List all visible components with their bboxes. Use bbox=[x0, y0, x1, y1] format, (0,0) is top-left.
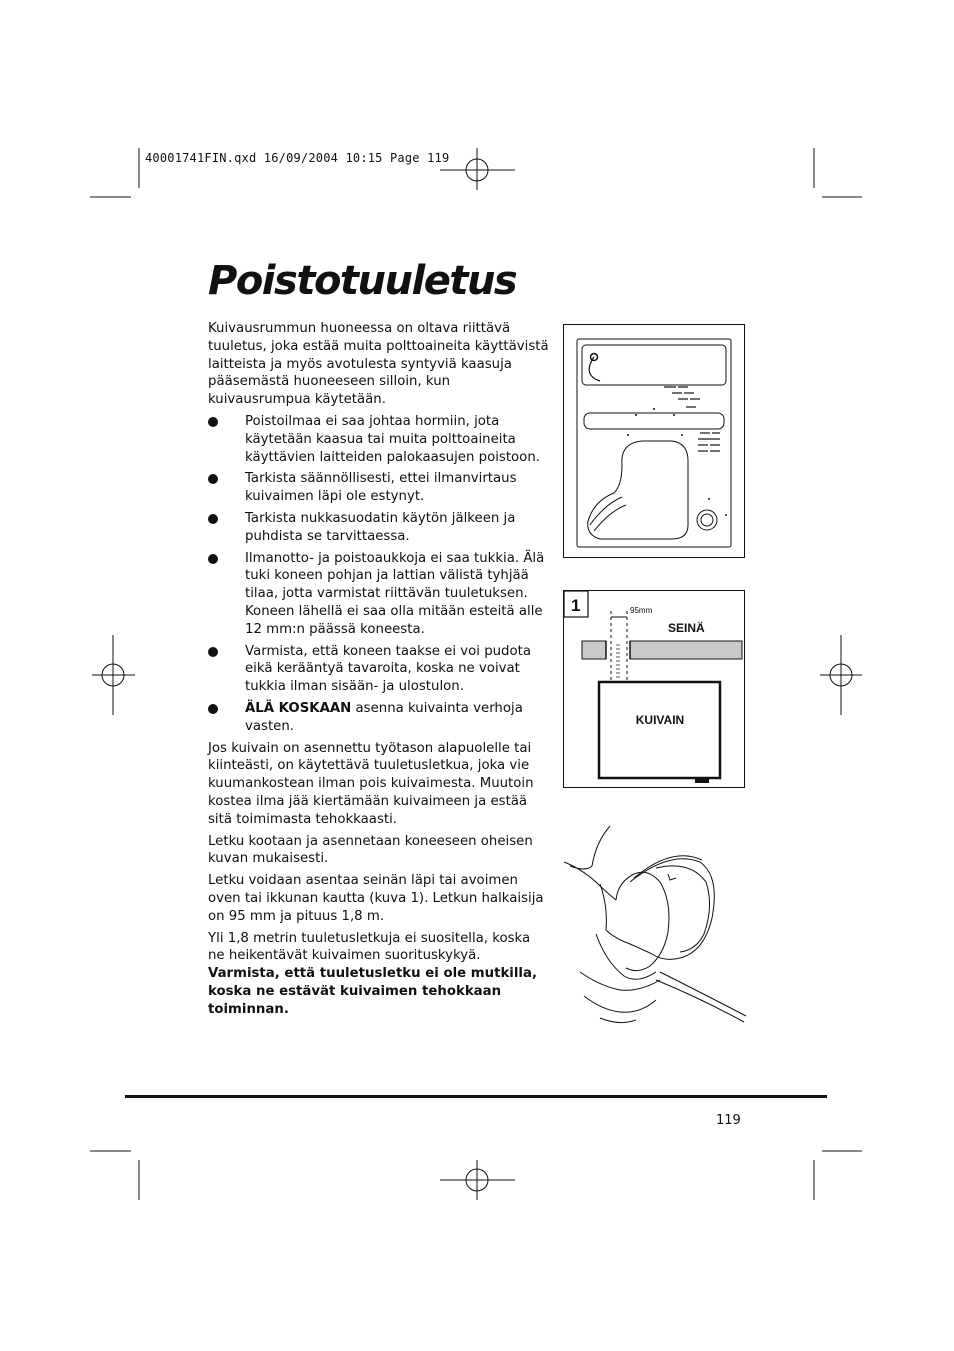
list-item: Poistoilmaa ei saa johtaa hormiin, jota käytetään kaasua tai muita polttoaineita käyttävien laitteiden palokaasujen poistoon. bbox=[208, 413, 550, 466]
bullet-icon bbox=[208, 554, 218, 564]
hose-attachment-illustration bbox=[560, 822, 750, 1032]
list-item: Tarkista säännöllisesti, ettei ilmanvirtaus kuivaimen läpi ole estynyt. bbox=[208, 470, 550, 506]
hose-paragraph: Jos kuivain on asennettu työtason alapuolelle tai kiinteästi, on käytettävä tuuletusletkua, joka vie kuumankostean ilman pois kuivaimesta. Muutoin kostea ilma jää kiertämään kuivaimeen ja estää sitä toimimasta tehokkaasti. bbox=[208, 740, 534, 827]
page-title: Poistotuuletus bbox=[208, 258, 517, 304]
bold-warning: Varmista, että tuuletusletku ei ole mutkilla, koska ne estävät kuivaimen tehokkaan toiminnan. bbox=[208, 966, 538, 1017]
bullet-icon bbox=[208, 417, 218, 427]
dimension-label: 95mm bbox=[630, 606, 653, 615]
bullet-list bbox=[208, 413, 550, 736]
footer-rule bbox=[125, 1095, 827, 1098]
file-info-header: 40001741FIN.qxd 16/09/2004 10:15 Page 119 bbox=[145, 151, 450, 165]
page-number: 119 bbox=[716, 1113, 741, 1128]
installation-paragraph: Letku voidaan asentaa seinän läpi tai avoimen oven tai ikkunan kautta (kuva 1). Letkun halkaisija on 95 mm ja pituus 1,8 m. bbox=[208, 873, 544, 924]
bullet-icon bbox=[208, 704, 218, 714]
figure-1-diagram bbox=[563, 590, 745, 788]
wall-label: SEINÄ bbox=[668, 621, 705, 635]
assembly-paragraph: Letku kootaan ja asennetaan koneeseen oheisen kuvan mukaisesti. bbox=[208, 833, 533, 867]
dryer-label: KUIVAIN bbox=[635, 713, 685, 727]
bullet-icon bbox=[208, 647, 218, 657]
bullet-icon bbox=[208, 514, 218, 524]
dryer-illustration bbox=[563, 324, 745, 558]
warning-text: ÄLÄ KOSKAAN bbox=[245, 700, 352, 716]
wall-diagram bbox=[564, 591, 744, 787]
body-column bbox=[208, 320, 550, 1022]
figure-number: 1 bbox=[571, 596, 581, 615]
intro-paragraph: Kuivausrummun huoneessa on oltava riittävä tuuletus, joka estää muita polttoaineita käyttävistä laitteista ja myös avotulesta syntyviä kaasuja pääsemästä huoneeseen silloin, kun kuivausrumpua käytetään. bbox=[208, 321, 549, 408]
list-item: Ilmanotto- ja poistoaukkoja ei saa tukkia. Älä tuki koneen pohjan ja lattian välistä tyhjää tilaa, jotta varmistat riittävän tuuletuksen. Koneen lähellä ei saa olla mitään esteitä alle 12 mm:n päässä koneesta. bbox=[208, 550, 550, 639]
length-paragraph: Yli 1,8 metrin tuuletusletkuja ei suositella, koska ne heikentävät kuivaimen suorituskykyä. Varmista, että tuuletusletku ei ole mutkilla, koska ne estävät kuivaimen tehokkaan toiminnan. bbox=[208, 930, 538, 1017]
list-item: Tarkista nukkasuodatin käytön jälkeen ja puhdista se tarvittaessa. bbox=[208, 510, 550, 546]
list-item: Varmista, että koneen taakse ei voi pudota eikä kerääntyä tavaroita, koska ne voivat tukkia ilman sisään- ja ulostulon. bbox=[208, 643, 550, 696]
list-item: ÄLÄ KOSKAAN asenna kuivainta verhoja vasten. bbox=[208, 700, 550, 736]
bullet-icon bbox=[208, 474, 218, 484]
dryer-drawing bbox=[564, 325, 744, 557]
